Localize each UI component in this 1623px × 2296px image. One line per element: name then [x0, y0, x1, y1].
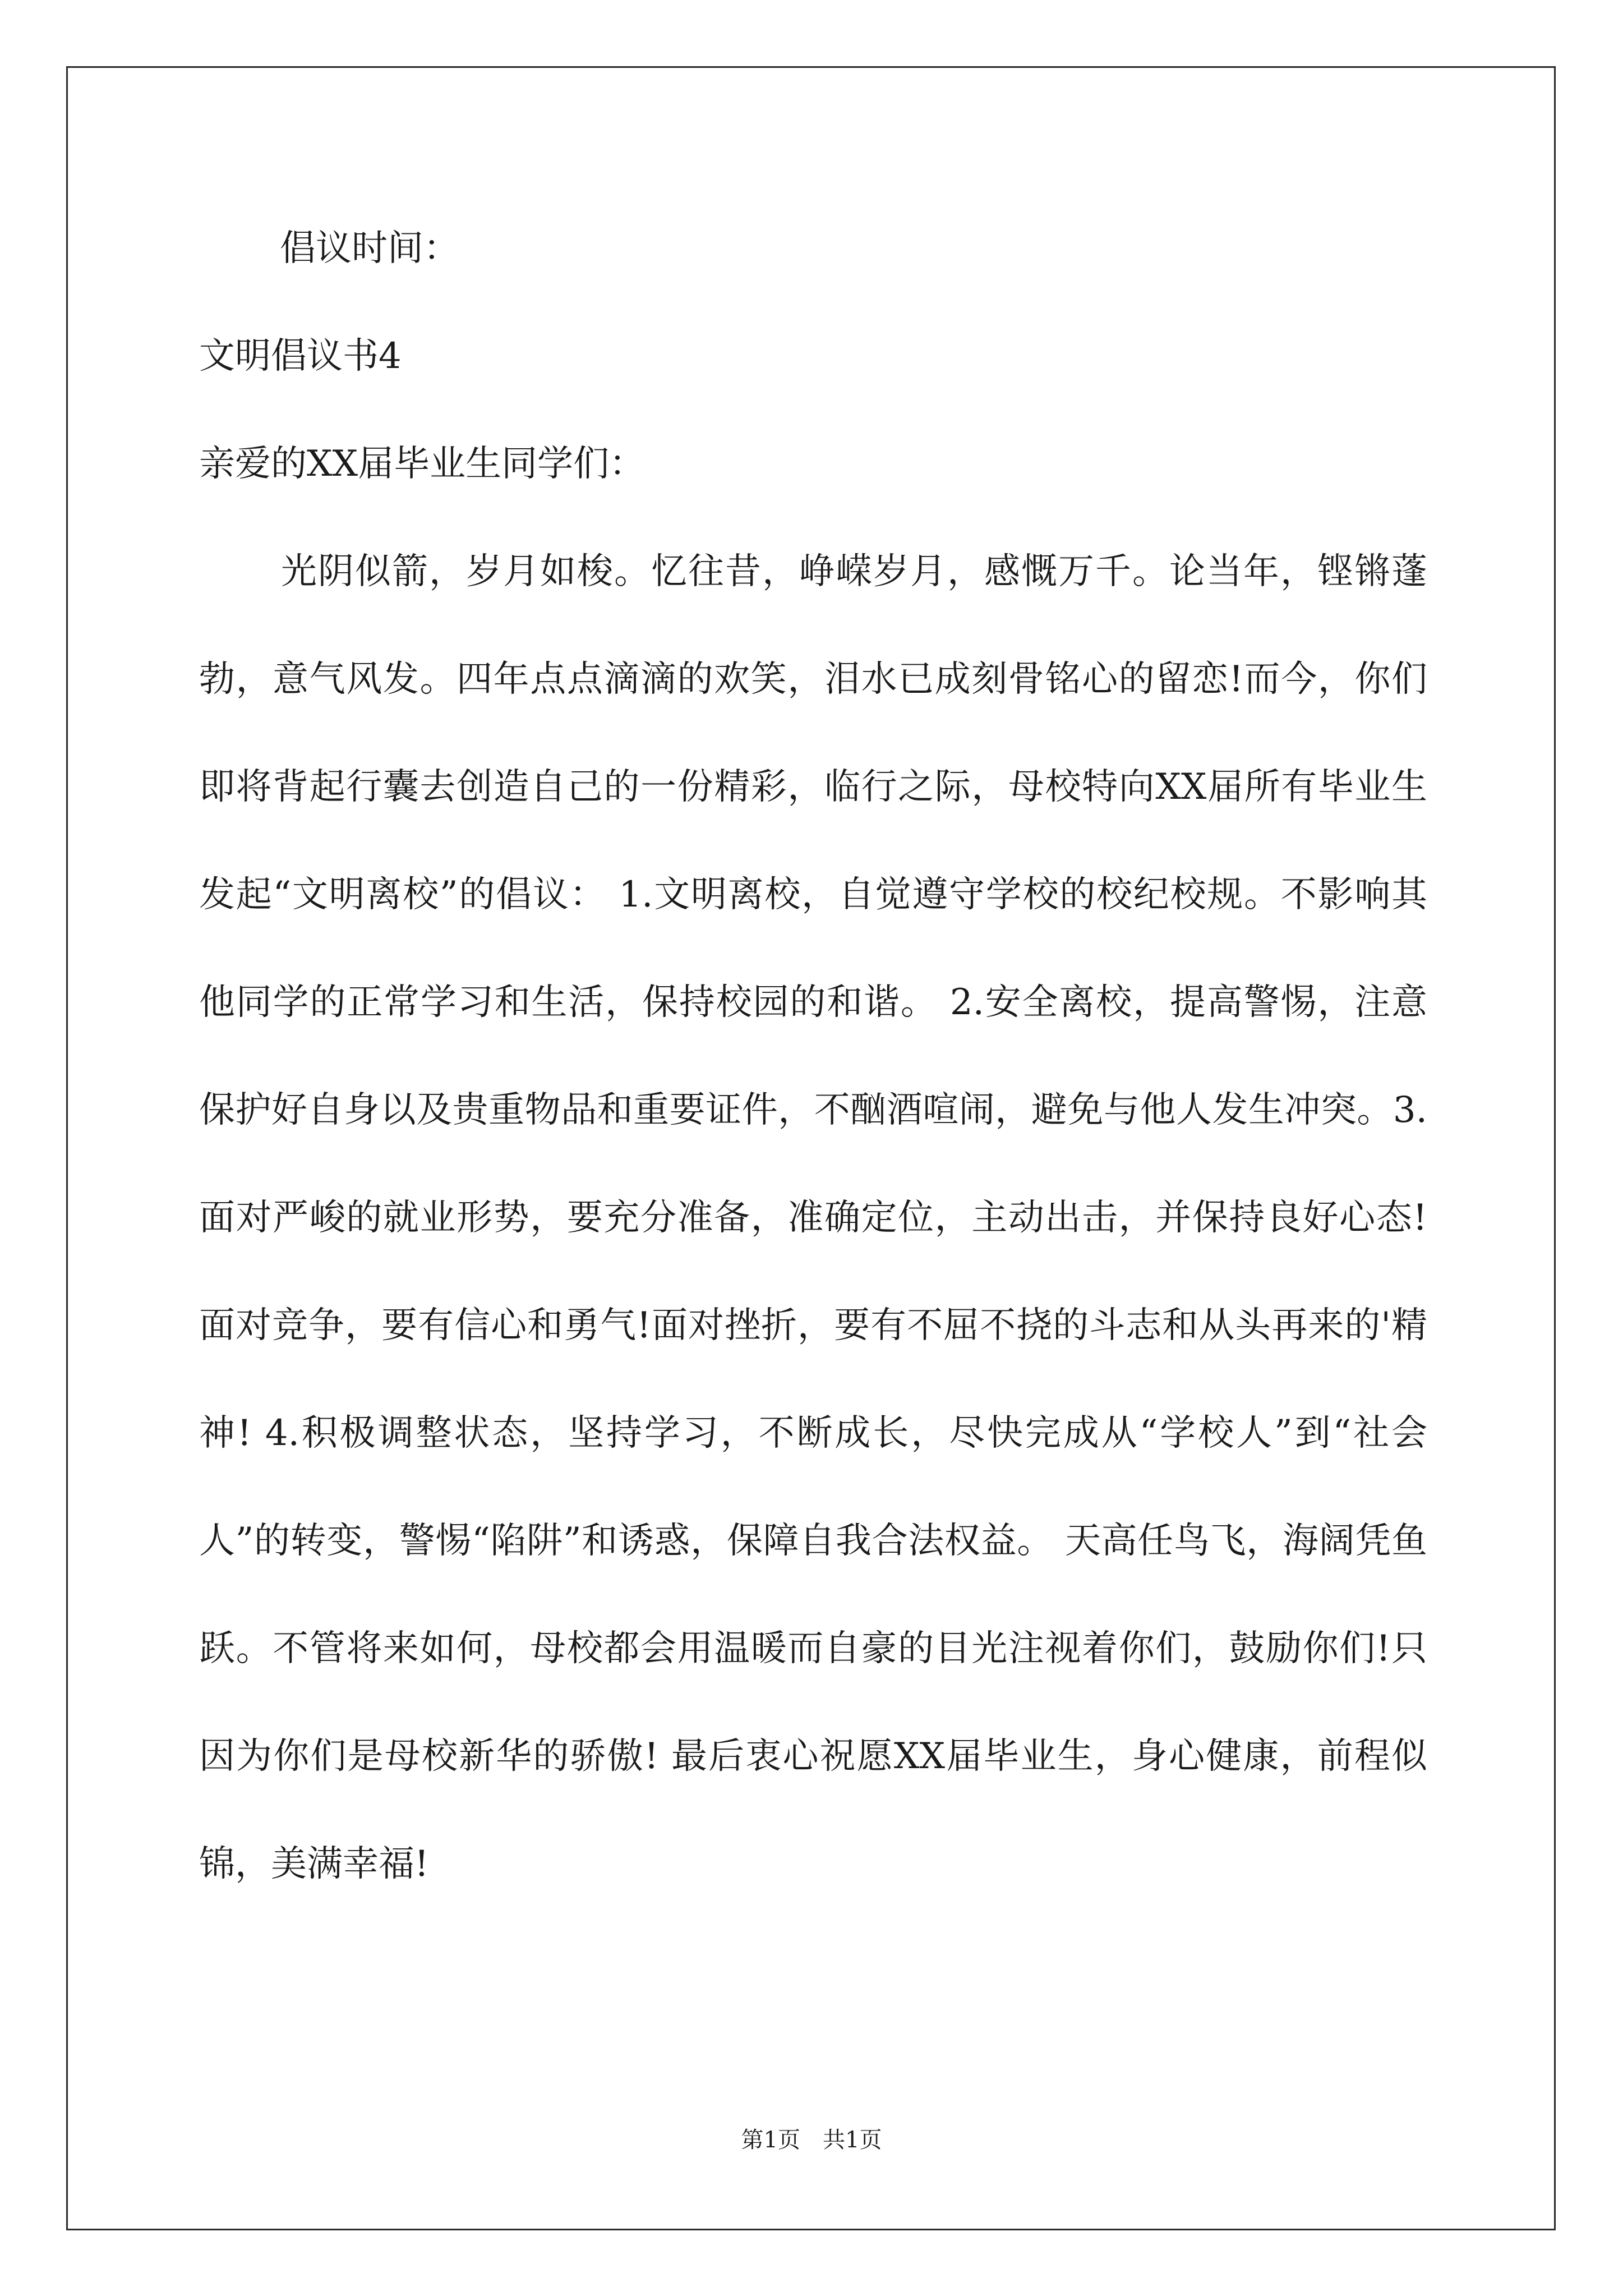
- page-footer: 第1页 共1页: [741, 2127, 882, 2153]
- document-title: 文明倡议书4: [199, 335, 402, 377]
- body-text: 光阴似箭，岁月如梭。忆往昔，峥嵘岁月，感慨万千。论当年，铿锵蓬勃，意气风发。四年点点滴滴的欢笑，泪水已成刻骨铭心的留恋!而今，你们即将背起行囊去创造自己的一份精彩，临行之际，母校特向XX届所有毕业生发起“文明离校”的倡议： 1.文明离校，自觉遵守学校的校纪校规。不影响其他同学的正常学习和生活，保持校园的和谐。 2.安全离校，提高警惕，注意保护好自身以及贵重物品和重要证件，不酗酒喧闹，避免与他人发生冲突。3.面对严峻的就业形势，要充分准备，准确定位，主动出击，并保持良好心态!面对竞争，要有信心和勇气!面对挫折，要有不屈不挠的斗志和从头再来的'精神! 4.积极调整状态，坚持学习，不断成长，尽快完成从“学校人”到“社会人”的转变，警惕“陷阱”和诱惑，保障自我合法权益。 天高任鸟飞，海阔凭鱼跃。不管将来如何，母校都会用温暖而自豪的目光注视着你们，鼓励你们!只因为你们是母校新华的骄傲! 最后衷心祝愿XX届毕业生，身心健康，前程似锦，美满幸福!: [199, 551, 1427, 1885]
- document-content: [199, 222, 1427, 1918]
- body-paragraph: [199, 518, 1427, 1918]
- greeting: 亲爱的XX届毕业生同学们：: [199, 443, 645, 485]
- date-label: 倡议时间：: [280, 228, 459, 269]
